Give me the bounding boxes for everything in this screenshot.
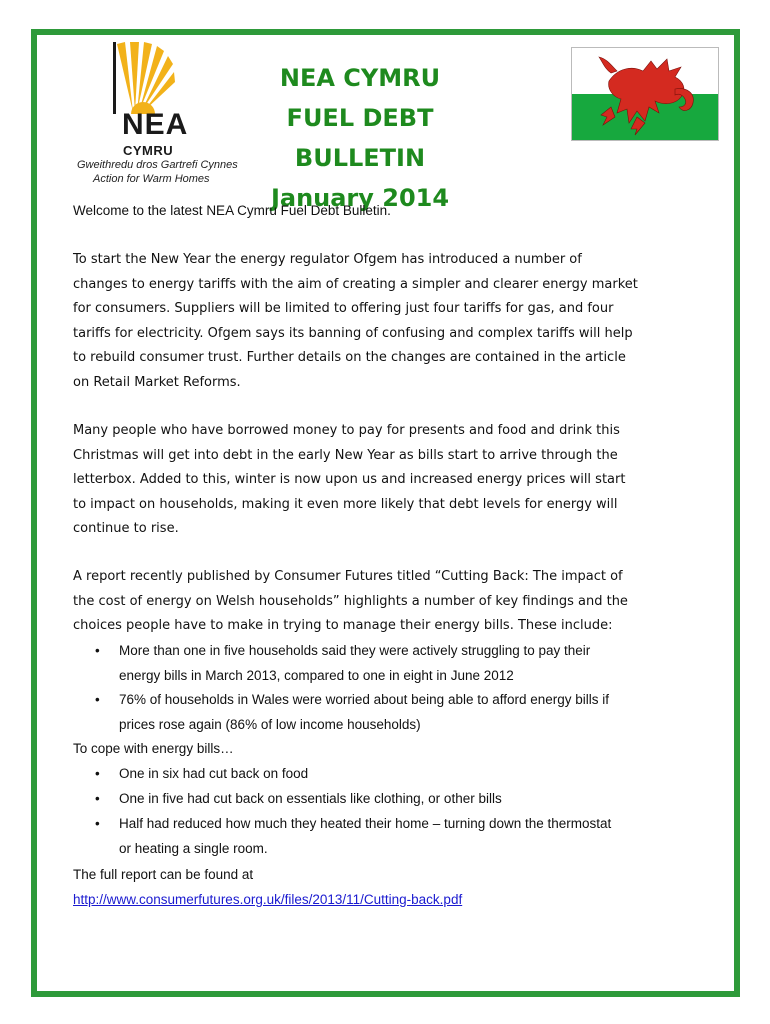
logo-nea-text: NEA (122, 108, 189, 141)
welcome-text: Welcome to the latest NEA Cymru Fuel Debt Bulletin. (73, 203, 391, 218)
paragraph-ofgem (73, 248, 703, 395)
logo-tagline-english: Action for Warm Homes (93, 173, 210, 185)
bullet: • (95, 791, 100, 806)
title-line-3: January 2014 (270, 184, 450, 212)
bullet: • (95, 766, 100, 781)
text-line: prices rose again (86% of low income households) (119, 716, 421, 732)
text-line: on Retail Market Reforms. (73, 374, 241, 390)
list-item (73, 812, 703, 861)
text-line: 76% of households in Wales were worried about being able to afford energy bills if (119, 692, 610, 707)
title-line-1: NEA CYMRU (279, 64, 441, 92)
bulletin-title (230, 58, 490, 218)
list-item (73, 639, 703, 688)
text-line: A report recently published by Consumer Futures titled “Cutting Back: The impact of (73, 569, 623, 584)
bullet: • (95, 692, 100, 707)
text-line: energy bills in March 2013, compared to one in eight in June 2012 (119, 667, 514, 683)
text-line: One in five had cut back on essentials like clothing, or other bills (119, 791, 502, 806)
bullet: • (95, 816, 100, 831)
text-line: tariffs for electricity. Ofgem says its banning of confusing and complex tariffs will help (73, 325, 633, 341)
text-line: More than one in five households said they were actively struggling to pay their (119, 643, 591, 658)
text-line: to rebuild consumer trust. Further details on the changes are contained in the article (73, 350, 626, 365)
text-line: Many people who have borrowed money to pay for presents and food and drink this (73, 423, 620, 438)
text-line: Christmas will get into debt in the early New Year as bills start to arrive through the (73, 447, 618, 463)
text-line: to impact on households, making it even more likely that debt levels for energy will (73, 496, 618, 512)
logo-tagline-welsh: Gweithredu dros Gartrefi Cynnes (77, 159, 238, 171)
text-line: changes to energy tariffs with the aim of creating a simpler and clearer energy market (73, 276, 638, 292)
text-line: or heating a single room. (119, 840, 268, 856)
cope-intro: To cope with energy bills… (73, 741, 234, 756)
paragraph-christmas-debt (73, 419, 703, 542)
list-item (73, 688, 703, 737)
list-item (73, 762, 703, 787)
text-line: letterbox. Added to this, winter is now upon us and increased energy prices will start (73, 472, 626, 487)
text-line: Half had reduced how much they heated their home – turning down the thermostat (119, 816, 612, 831)
sunburst-logo-icon (113, 42, 175, 114)
text-line: for consumers. Suppliers will be limited to offering just four tariffs for gas, and four (73, 301, 614, 316)
text-line: choices people have to make in trying to manage their energy bills. These include: (73, 618, 613, 633)
text-line: continue to rise. (73, 521, 179, 536)
report-link[interactable]: http://www.consumerfutures.org.uk/files/2013/11/Cutting-back.pdf (73, 892, 463, 907)
text-line: One in six had cut back on food (119, 766, 309, 781)
logo-cymru-text: CYMRU (123, 143, 174, 158)
welsh-flag-icon (571, 47, 719, 141)
text-line: the cost of energy on Welsh households” highlights a number of key findings and the (73, 593, 628, 609)
list-item (73, 787, 703, 812)
nea-cymru-logo (75, 42, 255, 185)
paragraph-report (73, 565, 703, 639)
bullet: • (95, 643, 100, 658)
title-line-2: FUEL DEBT BULLETIN (286, 104, 434, 172)
report-intro: The full report can be found at (73, 867, 254, 882)
text-line: To start the New Year the energy regulator Ofgem has introduced a number of (73, 252, 582, 267)
